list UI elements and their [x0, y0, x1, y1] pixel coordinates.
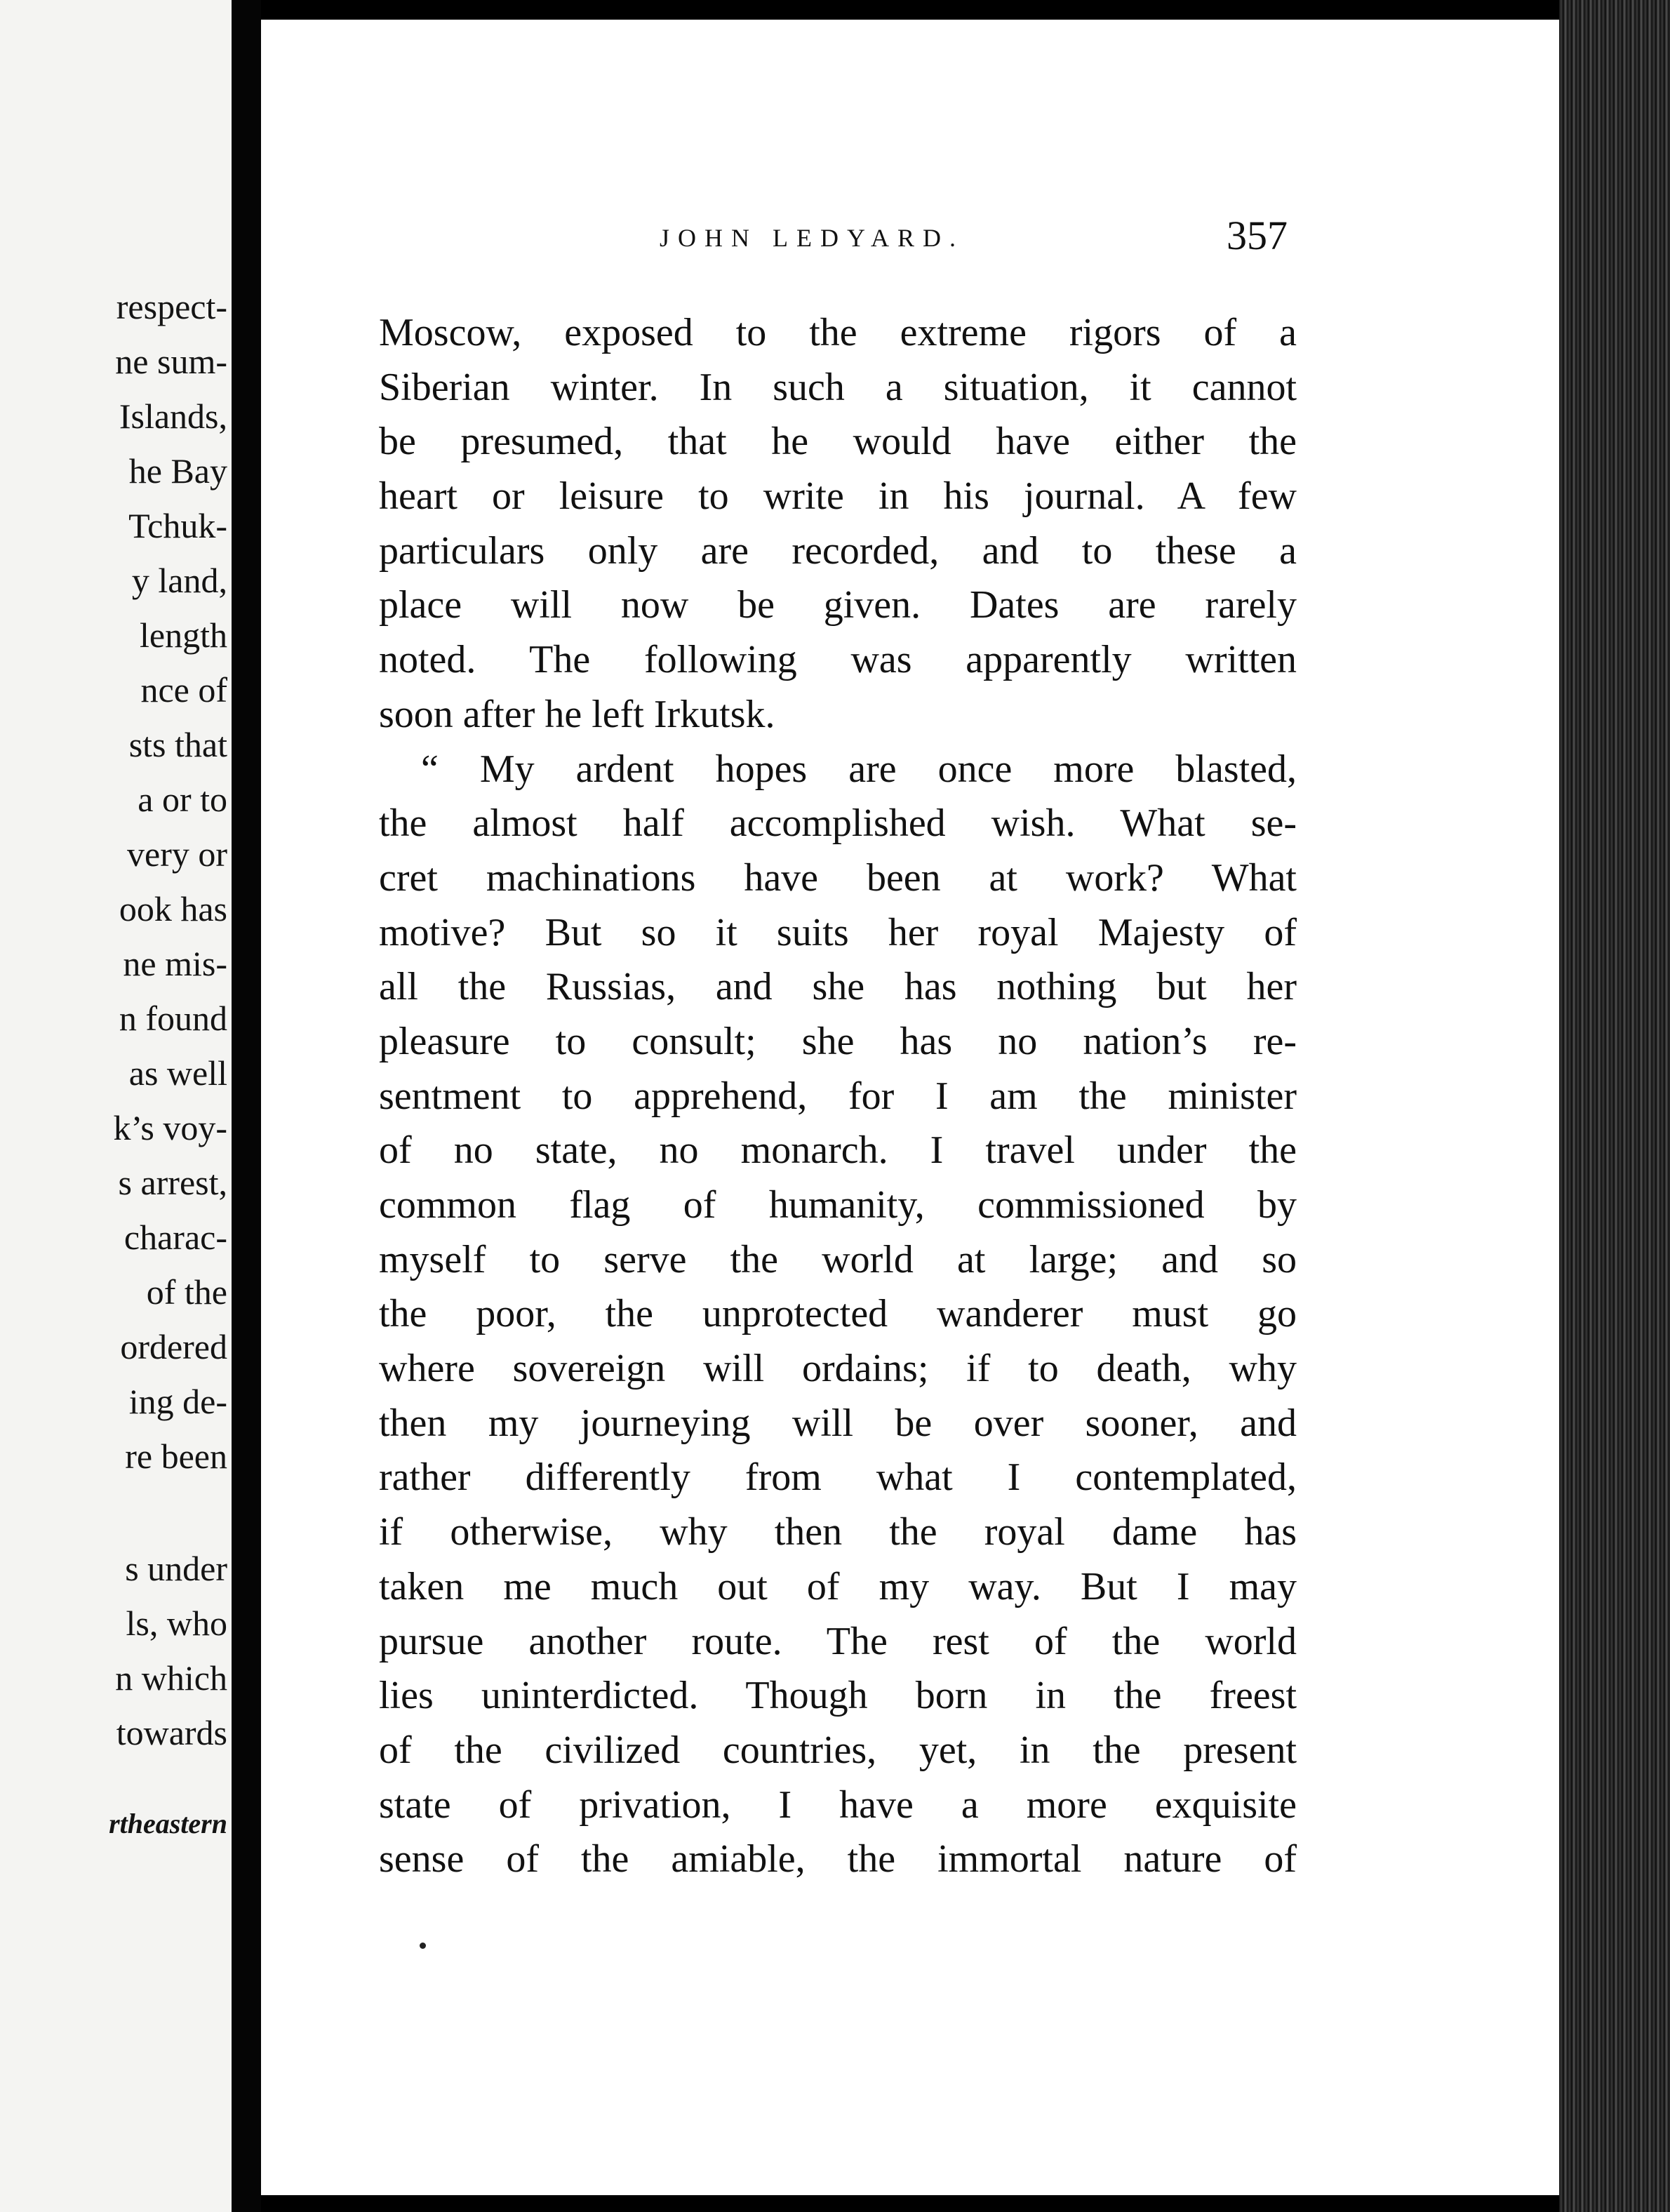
text-line: particulars only are recorded, and to these a — [379, 528, 1297, 573]
left-fragment-line: a or to — [138, 780, 227, 819]
text-line: cret machinations have been at work? What — [379, 855, 1297, 900]
body-text — [379, 306, 1297, 1887]
left-fragment-line: Islands, — [119, 397, 227, 436]
text-line: “ My ardent hopes are once more blasted, — [421, 747, 1297, 791]
text-line: rather differently from what I contemplated, — [379, 1455, 1297, 1500]
left-fragment-line: ls, who — [126, 1604, 227, 1643]
left-fragment-footnote: rtheastern — [109, 1808, 227, 1839]
left-fragment-line: ordered — [120, 1327, 227, 1366]
text-line: noted. The following was apparently written — [379, 638, 1297, 682]
text-line: pleasure to consult; she has no nation’s re- — [379, 1019, 1297, 1063]
text-line: sentment to apprehend, for I am the minister — [379, 1074, 1297, 1118]
left-fragment-line: of the — [146, 1272, 227, 1312]
left-fragment-line: n which — [115, 1658, 227, 1698]
text-line: the poor, the unprotected wanderer must go — [379, 1292, 1297, 1336]
left-fragment-line: ook has — [119, 889, 227, 928]
left-fragment-line: towards — [116, 1713, 227, 1752]
left-fragment-line: k’s voy- — [113, 1108, 227, 1147]
text-line: motive? But so it suits her royal Majesty of — [379, 910, 1297, 954]
text-line: soon after he left Irkutsk. — [379, 692, 775, 736]
text-line: of no state, no monarch. I travel under the — [379, 1128, 1297, 1173]
text-line: then my journeying will be over sooner, and — [379, 1401, 1297, 1445]
text-line: place will now be given. Dates are rarely — [379, 583, 1297, 627]
left-fragment-line: ne sum- — [115, 342, 227, 381]
text-line: myself to serve the world at large; and so — [379, 1237, 1297, 1281]
left-fragment-line: charac- — [123, 1218, 227, 1257]
left-fragment-line: as well — [128, 1053, 227, 1093]
left-fragment-line: nce of — [140, 670, 227, 709]
text-line: taken me much out of my way. But I may — [379, 1564, 1297, 1608]
left-fragment-line: ing de- — [128, 1382, 227, 1421]
left-fragment-line: ne mis- — [123, 944, 227, 983]
left-fragment-line: Tchuk- — [128, 506, 227, 545]
left-fragment-line: y land, — [131, 561, 227, 600]
text-line: where sovereign will ordains; if to death, why — [379, 1347, 1297, 1391]
text-line: pursue another route. The rest of the world — [379, 1619, 1297, 1663]
left-page-fragment — [0, 0, 232, 2212]
ink-speck — [420, 1943, 426, 1949]
left-fragment-line: length — [140, 615, 227, 655]
running-head: JOHN LEDYARD. — [660, 224, 964, 252]
text-line: Moscow, exposed to the extreme rigors of a — [379, 311, 1297, 354]
left-fragment-line: re been — [125, 1437, 227, 1476]
text-line: lies uninterdicted. Though born in the freest — [379, 1674, 1297, 1718]
page-edge — [1559, 0, 1670, 2212]
left-fragment-line: s under — [125, 1549, 227, 1588]
text-line: heart or leisure to write in his journal. A few — [379, 474, 1297, 519]
left-fragment-line: he Bay — [128, 451, 227, 491]
text-line: Siberian winter. In such a situation, it cannot — [379, 365, 1297, 409]
left-fragment-line: n found — [119, 999, 227, 1038]
left-fragment-line: respect- — [116, 287, 227, 326]
book-gutter — [232, 0, 261, 2212]
text-line: be presumed, that he would have either the — [379, 420, 1297, 464]
left-fragment-line: s arrest, — [118, 1163, 227, 1202]
text-line: all the Russias, and she has nothing but her — [379, 965, 1297, 1009]
text-line: sense of the amiable, the immortal nature of — [379, 1837, 1297, 1881]
left-fragment-line: very or — [127, 834, 227, 874]
text-line: common flag of humanity, commissioned by — [379, 1183, 1297, 1227]
left-fragment-line: sts that — [128, 725, 227, 764]
text-line: the almost half accomplished wish. What se- — [379, 801, 1297, 846]
text-line: of the civilized countries, yet, in the present — [379, 1728, 1297, 1772]
page-number: 357 — [1227, 213, 1288, 258]
text-line: if otherwise, why then the royal dame has — [379, 1510, 1297, 1554]
text-line: state of privation, I have a more exquisite — [379, 1783, 1297, 1827]
